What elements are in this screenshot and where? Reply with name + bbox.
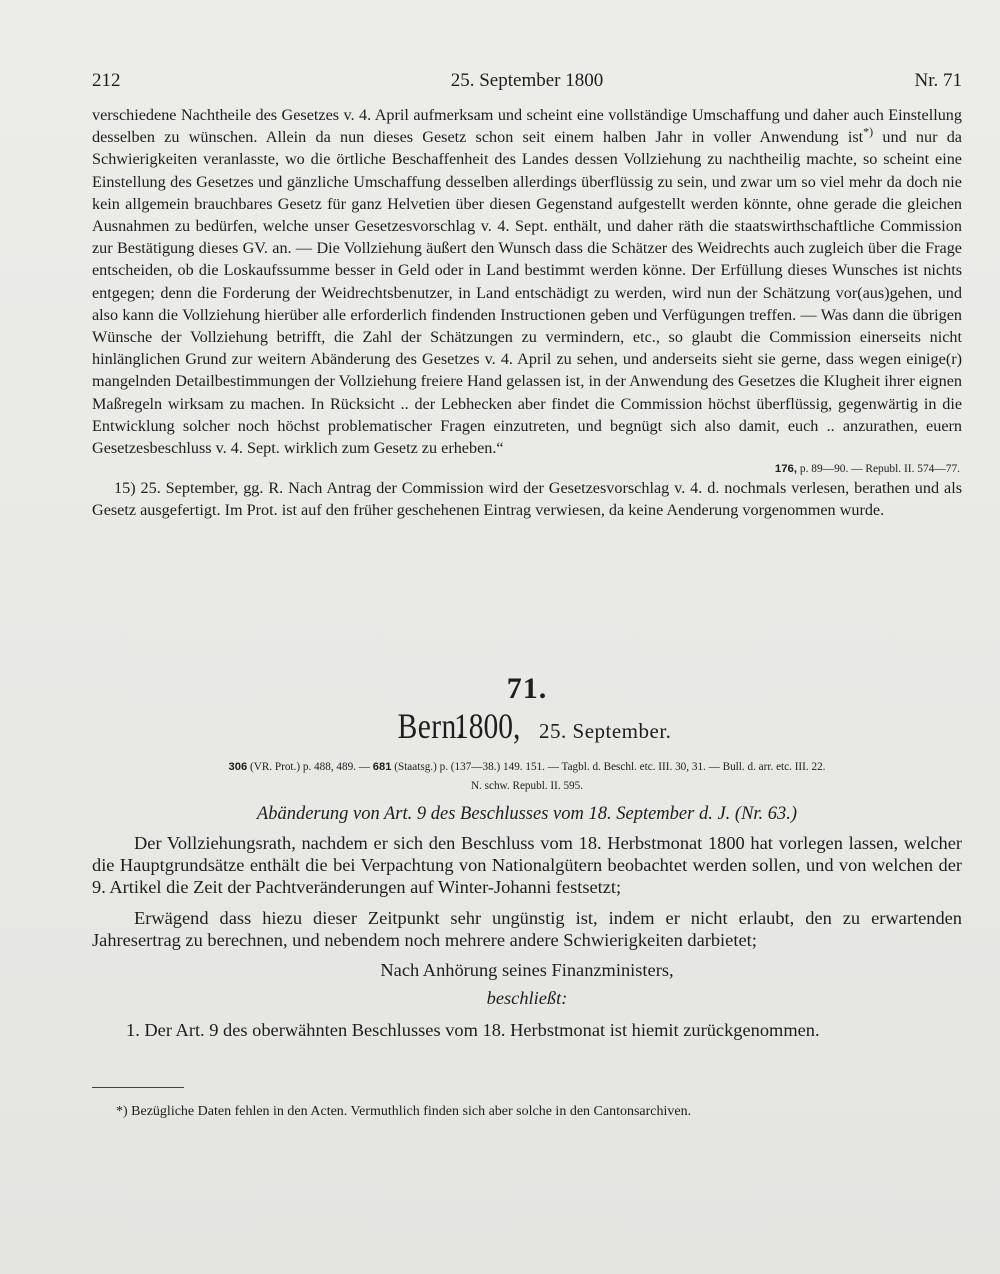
source-citation bbox=[92, 461, 960, 477]
day: 25. September. bbox=[539, 719, 672, 743]
year: 1800, bbox=[454, 706, 521, 746]
footnote-reference: *) bbox=[863, 124, 874, 139]
decree-preamble-2: Erwägend dass hiezu dieser Zeitpunkt sehr ungünstig ist, indem er nicht erlaubt, den zu erwartenden Jahresertrag zu berechnen, und nebendem noch mehrere andere Schwierigkeiten darbietet; bbox=[92, 908, 962, 951]
report-text-part-2: und nur da Schwierigkeiten veranlasste, wo die örtliche Beschaffenheit des Landes dessen Vollziehung zu nachtheilig machte, so scheint eine Einstellung des Gesetzes und gänzliche Umschaffung desselben allerdings überflüssig zu sein, und zwar um so viel mehr da doch nie kein allgemein brauchbares Gesetz für ganz Helvetien über diesen Gegenstand aufgestellt werden könnte, ohne gerade die gleichen Ausnahmen zu bedürfen, welche unser Gesetzesvorschlag v. 4. Sept. enthält, und daher räth die staatswirthschaftliche Commission zur Bestätigung dieses GV. an. — Die Vollziehung äußert den Wunsch dass die Schätzer des Weidrechts auch zugleich über die Frage entscheiden, ob die Loskaufssumme besser in Geld oder in Land bestimmt werden könne. Der Erfüllung dieses Wunsches ist nichts entgegen; denn die Forderung der Weidrechtsbenutzer, in Land entschädigt zu werden, wird nun der Schätzung vor(aus)gehen, und also kann die Vollziehung hierüber alle erforderlich findenden Instructionen geben und Verfügungen treffen. — Was dann die übrigen Wünsche der Vollziehung betrifft, die Zahl der Schätzungen zu vermindern, etc., so glaubt die Commission einerseits nicht hinlänglichen Grund zur weitern Abänderung des Gesetzes v. 4. April zu sehen, und anderseits sieht sie gerne, dass wegen einige(r) mangelnden Detailbestimmungen der Vollziehung freiere Hand gelassen ist, in der Anwendung des Gesetzes die Klugheit ihrer eignen Maßregeln wirksam zu machen. In Rücksicht .. der Lebhecken aber findet die Commission höchst überflüssig, gegenwärtig in die Entwicklung solcher noch höchst problematischer Fragen einzutreten, und begnügt sich also damit, euch .. anzurathen, euern Gesetzesbeschluss v. 4. Sept. wirklich zum Gesetz zu erheben.“ bbox=[92, 128, 962, 458]
decree-preamble-1: Der Vollziehungsrath, nachdem er sich den Beschluss vom 18. Herbstmonat 1800 hat vorlegen lassen, welcher die Hauptgrundsätze enthält die bei Verpachtung von Nationalgütern beobachtet werden sollen, und von welchen der 9. Artikel die Zeit der Pachtveränderungen auf Winter-Johanni festsetzt; bbox=[92, 833, 962, 897]
source-citation-rest: p. 89—90. — Republ. II. 574—77. bbox=[797, 463, 960, 476]
ref-number-1: 306 bbox=[228, 761, 248, 773]
ref-text-2: (Staatsg.) p. (137—38.) 149. 151. — Tagbl. d. Beschl. etc. III. 30, 31. — Bull. d. arr. etc. III. 22. bbox=[391, 761, 826, 773]
commission-report-paragraph bbox=[92, 104, 962, 459]
decree-decides: beschließt: bbox=[486, 987, 568, 1008]
document-number: 71. bbox=[506, 672, 548, 705]
running-header bbox=[92, 70, 962, 96]
document-71 bbox=[92, 672, 962, 1041]
header-document-number: Nr. 71 bbox=[914, 70, 962, 91]
ref-number-2: 681 bbox=[372, 761, 392, 773]
ref-text-3: N. schw. Republ. II. 595. bbox=[470, 780, 584, 792]
footnote: *) Bezügliche Daten fehlen in den Acten. Vermuthlich finden sich aber solche in den Cantonsarchiven. bbox=[116, 1104, 692, 1119]
archive-references bbox=[92, 758, 962, 796]
footnote-rule bbox=[92, 1087, 184, 1088]
page-number: 212 bbox=[92, 70, 121, 91]
previous-document-text bbox=[92, 104, 962, 522]
decree-article-1: 1. Der Art. 9 des oberwähnten Beschlusses vom 18. Herbstmonat ist hiemit zurückgenommen. bbox=[126, 1019, 820, 1040]
item-15-paragraph: 15) 25. September, gg. R. Nach Antrag der Commission wird der Gesetzesvorschlag v. 4. d. nochmals verlesen, berathen und als Gesetz ausgefertigt. Im Prot. ist auf den früher geschehenen Eintrag verwiesen, da keine Aenderung vorgenommen wurde. bbox=[92, 479, 962, 520]
decree-hearing: Nach Anhörung seines Finanzministers, bbox=[380, 959, 674, 980]
header-date: 25. September 1800 bbox=[450, 70, 604, 91]
place: Bern. bbox=[397, 706, 465, 746]
document-title: Abänderung von Art. 9 des Beschlusses vom 18. September d. J. (Nr. 63.) bbox=[256, 804, 798, 824]
report-text-part-1: verschiedene Nachtheile des Gesetzes v. 4. April aufmerksam und scheint eine vollständige Umschaffung und daher auch Einstellung desselben zu wünschen. Allein da nun dieses Gesetz schon seit einem halben Jahr in voller Anwendung ist bbox=[92, 106, 962, 147]
footnote-block bbox=[116, 1102, 962, 1122]
decree-body bbox=[92, 833, 962, 1041]
place-date-line bbox=[92, 706, 962, 754]
source-citation-number: 176, bbox=[774, 463, 798, 476]
ref-text-1: (VR. Prot.) p. 488, 489. — bbox=[247, 761, 373, 773]
